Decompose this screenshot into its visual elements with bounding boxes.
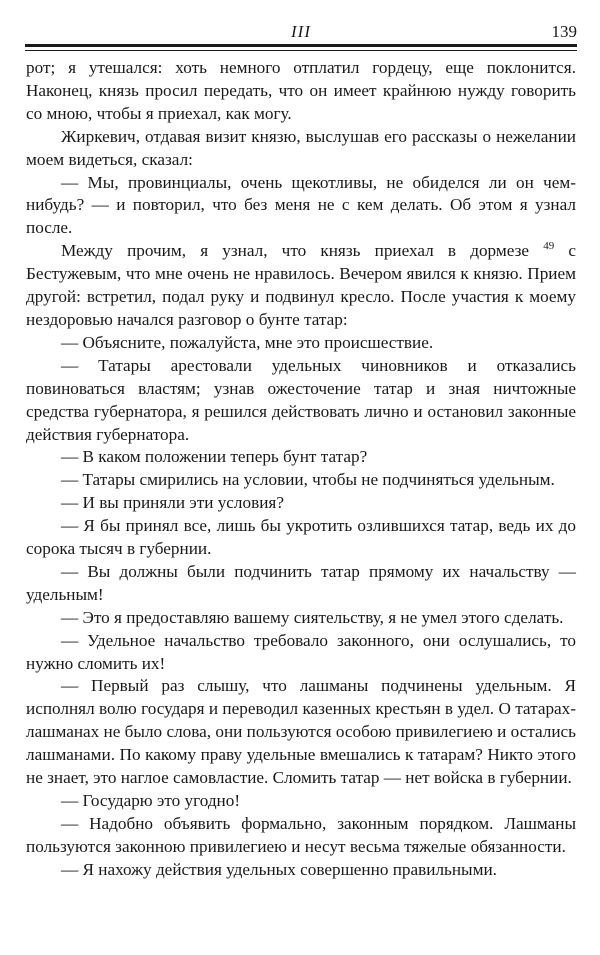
paragraph: — И вы приняли эти условия? xyxy=(61,493,284,513)
header-rule-thick xyxy=(25,44,577,47)
paragraph-text: с Бестужевым, что мне очень не нравилось. Вечером явился к князю. Прием другой: встретил, подал руку и подвинул кресло. После участия к моему нездоровью начался разговор о бунте татар: xyxy=(26,241,576,329)
paragraph: — В каком положении теперь бунт татар? xyxy=(61,447,368,467)
paragraph: — Объясните, пожалуйста, мне это происшествие. xyxy=(61,332,434,352)
paragraph: — Мы, провинциалы, очень щекотливы, не обиделся ли он чем-нибудь? — и повторил, что без меня не с кем делать. Об этом я узнал после. xyxy=(26,172,576,238)
paragraph: — Удельное начальство требовало законного, они ослушались, то нужно сломить их! xyxy=(26,630,576,673)
paragraph: — Татары смирились на условии, чтобы не подчиняться удельным. xyxy=(61,470,555,490)
paragraph: — Я бы принял все, лишь бы укротить озлившихся татар, ведь их до сорока тысяч в губернии. xyxy=(26,516,576,559)
paragraph: — Надобно объявить формально, законным порядком. Лашманы пользуются законною привилегиею и несут весьма тяжелые обязанности. xyxy=(26,813,576,856)
paragraph: — Татары арестовали удельных чиновников и отказались повиноваться властям; узнав ожесточение татар и зная ничтожные средства губернатора, я решился действовать лично и остановил законные действия губернатора. xyxy=(26,355,576,444)
paragraph: — Государю это угодно! xyxy=(61,791,241,810)
running-header xyxy=(25,12,577,42)
paragraph-text: Между прочим, я узнал, что князь приехал в дормезе xyxy=(61,241,530,261)
body-text xyxy=(26,57,576,882)
paragraph: Жиркевич, отдавая визит князю, выслушав его рассказы о нежелании моем видеться, сказал: xyxy=(26,126,576,169)
chapter-title: III xyxy=(291,22,311,41)
paragraph: — Вы должны были подчинить татар прямому их начальству — удельным! xyxy=(26,561,576,604)
paragraph: — Это я предоставляю вашему сиятельству, я не умел этого сделать. xyxy=(61,607,564,627)
paragraph: рот; я утешался: хоть немного отплатил гордецу, еще поклонится. Наконец, князь просил передать, что он имеет крайнюю нужду говорить со мною, чтобы я приехал, как могу. xyxy=(26,58,576,123)
paragraph: — Первый раз слышу, что лашманы подчинены удельным. Я исполнял волю государя и переводил казенных крестьян в удел. О татарах-лашманах не было слова, они пользуются особою привилегиею и остались лашманами. По какому праву удельные вмешались к татарам? Никто этого не знает, это наглое самовластие. Сломить татар — нет войска в губернии. xyxy=(26,676,576,788)
footnote-marker: 49 xyxy=(543,240,555,253)
page-number: 139 xyxy=(551,22,577,41)
paragraph xyxy=(26,240,576,332)
paragraph: — Я нахожу действия удельных совершенно правильными. xyxy=(61,859,497,879)
header-rule-thin xyxy=(25,50,577,51)
